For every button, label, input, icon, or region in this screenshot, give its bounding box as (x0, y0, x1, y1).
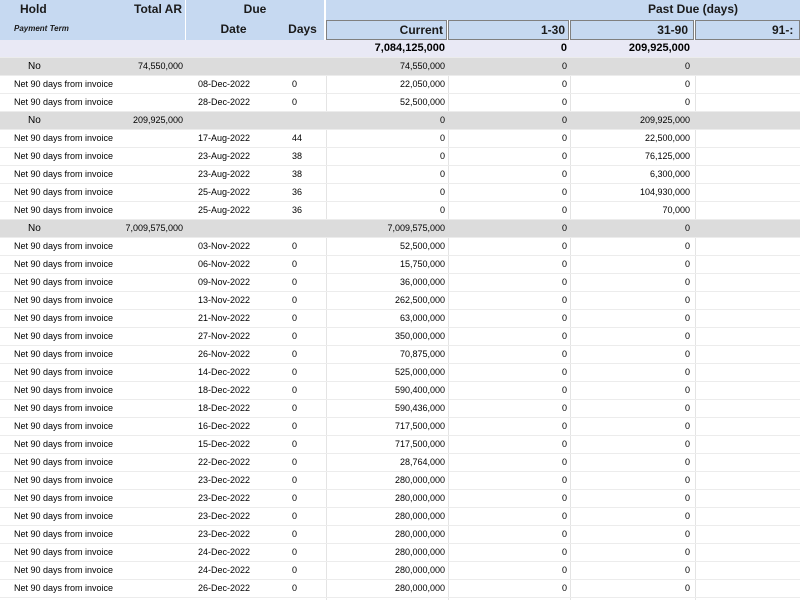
payment-term-cell: Net 90 days from invoice (14, 403, 114, 413)
due-date-cell: 13-Nov-2022 (198, 295, 251, 305)
past-due-31-90-cell: 0 (684, 385, 690, 395)
table-row[interactable] (0, 364, 800, 382)
payment-term-cell: Net 90 days from invoice (14, 151, 114, 161)
past-due-31-90-cell: 0 (684, 313, 690, 323)
group-total-ar: 7,009,575,000 (125, 223, 183, 233)
payment-term-cell: Net 90 days from invoice (14, 79, 114, 89)
due-date-cell: 23-Aug-2022 (198, 169, 251, 179)
past-due-1-30-cell: 0 (561, 133, 567, 143)
current-cell: 52,500,000 (399, 97, 445, 107)
due-date-cell: 15-Dec-2022 (198, 439, 251, 449)
payment-term-cell: Net 90 days from invoice (14, 565, 114, 575)
past-due-1-30-cell: 0 (561, 565, 567, 575)
due-date-cell: 23-Dec-2022 (198, 511, 251, 521)
group-1-30-value: 0 (561, 115, 567, 125)
past-due-1-30-cell: 0 (561, 151, 567, 161)
days-cell: 0 (292, 241, 298, 251)
table-row[interactable] (0, 76, 800, 94)
payment-term-cell: Net 90 days from invoice (14, 205, 114, 215)
payment-term-cell: Net 90 days from invoice (14, 529, 114, 539)
past-due-1-30-cell: 0 (561, 493, 567, 503)
table-row[interactable] (0, 454, 800, 472)
payment-term-cell: Net 90 days from invoice (14, 475, 114, 485)
days-cell: 0 (292, 331, 298, 341)
due-date-cell: 18-Dec-2022 (198, 403, 251, 413)
past-due-31-90-cell: 0 (684, 331, 690, 341)
current-cell: 36,000,000 (399, 277, 445, 287)
table-row[interactable] (0, 148, 800, 166)
group-1-30-value: 0 (561, 223, 567, 233)
days-cell: 0 (292, 313, 298, 323)
current-cell: 280,000,000 (394, 493, 445, 503)
days-cell: 0 (292, 475, 298, 485)
past-due-31-90-cell: 0 (684, 511, 690, 521)
past-due-1-30-cell: 0 (561, 511, 567, 521)
days-cell: 38 (292, 169, 303, 179)
payment-term-cell: Net 90 days from invoice (14, 277, 114, 287)
days-cell: 0 (292, 367, 298, 377)
past-due-1-30-cell: 0 (561, 97, 567, 107)
past-due-1-30-cell: 0 (561, 241, 567, 251)
header-past-due[interactable]: Past Due (days) (326, 0, 800, 20)
past-due-1-30-cell: 0 (561, 79, 567, 89)
header-total-ar[interactable]: Total AR (100, 0, 185, 20)
current-cell: 0 (439, 151, 445, 161)
past-due-31-90-cell: 0 (684, 79, 690, 89)
past-due-1-30-cell: 0 (561, 277, 567, 287)
payment-term-cell: Net 90 days from invoice (14, 241, 114, 251)
current-cell: 52,500,000 (399, 241, 445, 251)
table-row[interactable] (0, 166, 800, 184)
table-row[interactable] (0, 328, 800, 346)
total-31-90-value: 209,925,000 (628, 42, 690, 54)
header-91-plus[interactable]: 91-: (695, 20, 800, 40)
past-due-31-90-cell: 0 (684, 529, 690, 539)
due-date-cell: 14-Dec-2022 (198, 367, 251, 377)
past-due-31-90-cell: 0 (684, 259, 690, 269)
due-date-cell: 16-Dec-2022 (198, 421, 251, 431)
table-row[interactable] (0, 526, 800, 544)
payment-term-cell: Net 90 days from invoice (14, 457, 114, 467)
past-due-1-30-cell: 0 (561, 331, 567, 341)
days-cell: 36 (292, 187, 303, 197)
due-date-cell: 23-Dec-2022 (198, 475, 251, 485)
group-total-ar: 74,550,000 (137, 61, 183, 71)
current-cell: 262,500,000 (394, 295, 445, 305)
past-due-1-30-cell: 0 (561, 259, 567, 269)
group-current-value: 74,550,000 (399, 61, 445, 71)
current-cell: 590,436,000 (394, 403, 445, 413)
table-row[interactable] (0, 184, 800, 202)
days-cell: 0 (292, 385, 298, 395)
days-cell: 0 (292, 439, 298, 449)
due-date-cell: 23-Aug-2022 (198, 151, 251, 161)
past-due-1-30-cell: 0 (561, 583, 567, 593)
current-cell: 590,400,000 (394, 385, 445, 395)
current-cell: 0 (439, 187, 445, 197)
table-row[interactable] (0, 274, 800, 292)
days-cell: 0 (292, 511, 298, 521)
header-payment-term[interactable]: Payment Term (0, 20, 185, 40)
due-date-cell: 28-Dec-2022 (198, 97, 251, 107)
table-row[interactable] (0, 310, 800, 328)
past-due-31-90-cell: 0 (684, 97, 690, 107)
past-due-1-30-cell: 0 (561, 205, 567, 215)
table-row[interactable] (0, 382, 800, 400)
past-due-31-90-cell: 0 (684, 547, 690, 557)
past-due-31-90-cell: 0 (684, 403, 690, 413)
group-hold-value: No (28, 61, 41, 72)
current-cell: 280,000,000 (394, 565, 445, 575)
current-cell: 525,000,000 (394, 367, 445, 377)
past-due-31-90-cell: 76,125,000 (644, 151, 690, 161)
group-row[interactable] (0, 58, 800, 76)
payment-term-cell: Net 90 days from invoice (14, 421, 114, 431)
header-hold[interactable]: Hold (0, 0, 100, 20)
past-due-31-90-cell: 0 (684, 349, 690, 359)
table-row[interactable] (0, 562, 800, 580)
total-current-value: 7,084,125,000 (374, 42, 445, 54)
due-date-cell: 25-Aug-2022 (198, 205, 251, 215)
table-row[interactable] (0, 400, 800, 418)
group-1-30-value: 0 (561, 61, 567, 71)
due-date-cell: 24-Dec-2022 (198, 547, 251, 557)
table-row[interactable] (0, 418, 800, 436)
due-date-cell: 26-Dec-2022 (198, 583, 251, 593)
table-row[interactable] (0, 580, 800, 598)
past-due-31-90-cell: 70,000 (662, 205, 690, 215)
group-31-90-value: 209,925,000 (639, 115, 690, 125)
days-cell: 0 (292, 583, 298, 593)
grand-total-row[interactable] (0, 40, 800, 58)
past-due-1-30-cell: 0 (561, 439, 567, 449)
days-cell: 0 (292, 547, 298, 557)
payment-term-cell: Net 90 days from invoice (14, 547, 114, 557)
past-due-31-90-cell: 0 (684, 241, 690, 251)
header-1-30[interactable]: 1-30 (448, 20, 569, 40)
past-due-1-30-cell: 0 (561, 421, 567, 431)
payment-term-cell: Net 90 days from invoice (14, 295, 114, 305)
current-cell: 22,050,000 (399, 79, 445, 89)
group-hold-value: No (28, 115, 41, 126)
header-due[interactable]: Due (186, 0, 324, 20)
current-cell: 0 (439, 205, 445, 215)
days-cell: 0 (292, 295, 298, 305)
days-cell: 0 (292, 403, 298, 413)
header-current[interactable]: Current (326, 20, 447, 40)
days-cell: 0 (292, 277, 298, 287)
past-due-1-30-cell: 0 (561, 313, 567, 323)
table-row[interactable] (0, 130, 800, 148)
payment-term-cell: Net 90 days from invoice (14, 313, 114, 323)
current-cell: 280,000,000 (394, 547, 445, 557)
past-due-31-90-cell: 0 (684, 277, 690, 287)
past-due-1-30-cell: 0 (561, 367, 567, 377)
due-date-cell: 08-Dec-2022 (198, 79, 251, 89)
due-date-cell: 26-Nov-2022 (198, 349, 251, 359)
payment-term-cell: Net 90 days from invoice (14, 349, 114, 359)
table-row[interactable] (0, 472, 800, 490)
current-cell: 15,750,000 (399, 259, 445, 269)
days-cell: 0 (292, 349, 298, 359)
due-date-cell: 21-Nov-2022 (198, 313, 251, 323)
current-cell: 717,500,000 (394, 439, 445, 449)
past-due-1-30-cell: 0 (561, 403, 567, 413)
current-cell: 0 (439, 169, 445, 179)
past-due-1-30-cell: 0 (561, 169, 567, 179)
table-row[interactable] (0, 436, 800, 454)
table-row[interactable] (0, 94, 800, 112)
days-cell: 0 (292, 565, 298, 575)
days-cell: 0 (292, 529, 298, 539)
table-row[interactable] (0, 292, 800, 310)
payment-term-cell: Net 90 days from invoice (14, 511, 114, 521)
due-date-cell: 25-Aug-2022 (198, 187, 251, 197)
header-date[interactable]: Date (186, 20, 281, 40)
past-due-1-30-cell: 0 (561, 349, 567, 359)
days-cell: 44 (292, 133, 303, 143)
payment-term-cell: Net 90 days from invoice (14, 367, 114, 377)
due-date-cell: 09-Nov-2022 (198, 277, 251, 287)
due-date-cell: 23-Dec-2022 (198, 493, 251, 503)
past-due-31-90-cell: 0 (684, 367, 690, 377)
table-row[interactable] (0, 508, 800, 526)
header-31-90[interactable]: 31-90 (570, 20, 694, 40)
days-cell: 38 (292, 151, 303, 161)
current-cell: 28,764,000 (399, 457, 445, 467)
current-cell: 717,500,000 (394, 421, 445, 431)
days-cell: 0 (292, 421, 298, 431)
current-cell: 280,000,000 (394, 529, 445, 539)
payment-term-cell: Net 90 days from invoice (14, 439, 114, 449)
payment-term-cell: Net 90 days from invoice (14, 259, 114, 269)
past-due-1-30-cell: 0 (561, 529, 567, 539)
past-due-31-90-cell: 0 (684, 565, 690, 575)
group-row[interactable] (0, 112, 800, 130)
past-due-1-30-cell: 0 (561, 475, 567, 485)
current-cell: 280,000,000 (394, 583, 445, 593)
due-date-cell: 24-Dec-2022 (198, 565, 251, 575)
group-31-90-value: 0 (684, 61, 690, 71)
group-31-90-value: 0 (684, 223, 690, 233)
payment-term-cell: Net 90 days from invoice (14, 169, 114, 179)
days-cell: 0 (292, 259, 298, 269)
days-cell: 0 (292, 97, 298, 107)
past-due-31-90-cell: 104,930,000 (639, 187, 690, 197)
past-due-1-30-cell: 0 (561, 295, 567, 305)
past-due-31-90-cell: 0 (684, 583, 690, 593)
past-due-1-30-cell: 0 (561, 385, 567, 395)
due-date-cell: 22-Dec-2022 (198, 457, 251, 467)
days-cell: 0 (292, 79, 298, 89)
due-date-cell: 06-Nov-2022 (198, 259, 251, 269)
group-row[interactable] (0, 220, 800, 238)
current-cell: 350,000,000 (394, 331, 445, 341)
payment-term-cell: Net 90 days from invoice (14, 97, 114, 107)
payment-term-cell: Net 90 days from invoice (14, 493, 114, 503)
ar-table-body (0, 40, 800, 598)
days-cell: 0 (292, 493, 298, 503)
table-row[interactable] (0, 238, 800, 256)
current-cell: 0 (439, 133, 445, 143)
due-date-cell: 23-Dec-2022 (198, 529, 251, 539)
current-cell: 63,000,000 (399, 313, 445, 323)
due-date-cell: 27-Nov-2022 (198, 331, 251, 341)
payment-term-cell: Net 90 days from invoice (14, 583, 114, 593)
current-cell: 280,000,000 (394, 511, 445, 521)
table-row[interactable] (0, 346, 800, 364)
table-row[interactable] (0, 202, 800, 220)
group-hold-value: No (28, 223, 41, 234)
group-current-value: 0 (439, 115, 445, 125)
group-current-value: 7,009,575,000 (387, 223, 445, 233)
current-cell: 280,000,000 (394, 475, 445, 485)
past-due-31-90-cell: 6,300,000 (649, 169, 690, 179)
due-date-cell: 18-Dec-2022 (198, 385, 251, 395)
payment-term-cell: Net 90 days from invoice (14, 187, 114, 197)
past-due-31-90-cell: 0 (684, 295, 690, 305)
header-days[interactable]: Days (281, 20, 324, 40)
past-due-31-90-cell: 0 (684, 457, 690, 467)
past-due-31-90-cell: 22,500,000 (644, 133, 690, 143)
table-row[interactable] (0, 256, 800, 274)
days-cell: 0 (292, 457, 298, 467)
past-due-31-90-cell: 0 (684, 493, 690, 503)
current-cell: 70,875,000 (399, 349, 445, 359)
payment-term-cell: Net 90 days from invoice (14, 331, 114, 341)
past-due-31-90-cell: 0 (684, 475, 690, 485)
days-cell: 36 (292, 205, 303, 215)
due-date-cell: 03-Nov-2022 (198, 241, 251, 251)
past-due-31-90-cell: 0 (684, 439, 690, 449)
past-due-1-30-cell: 0 (561, 457, 567, 467)
past-due-31-90-cell: 0 (684, 421, 690, 431)
due-date-cell: 17-Aug-2022 (198, 133, 251, 143)
table-row[interactable] (0, 490, 800, 508)
past-due-1-30-cell: 0 (561, 187, 567, 197)
total-1-30-value: 0 (560, 42, 567, 54)
table-header (0, 0, 800, 40)
group-total-ar: 209,925,000 (132, 115, 183, 125)
payment-term-cell: Net 90 days from invoice (14, 133, 114, 143)
past-due-1-30-cell: 0 (561, 547, 567, 557)
payment-term-cell: Net 90 days from invoice (14, 385, 114, 395)
table-row[interactable] (0, 544, 800, 562)
